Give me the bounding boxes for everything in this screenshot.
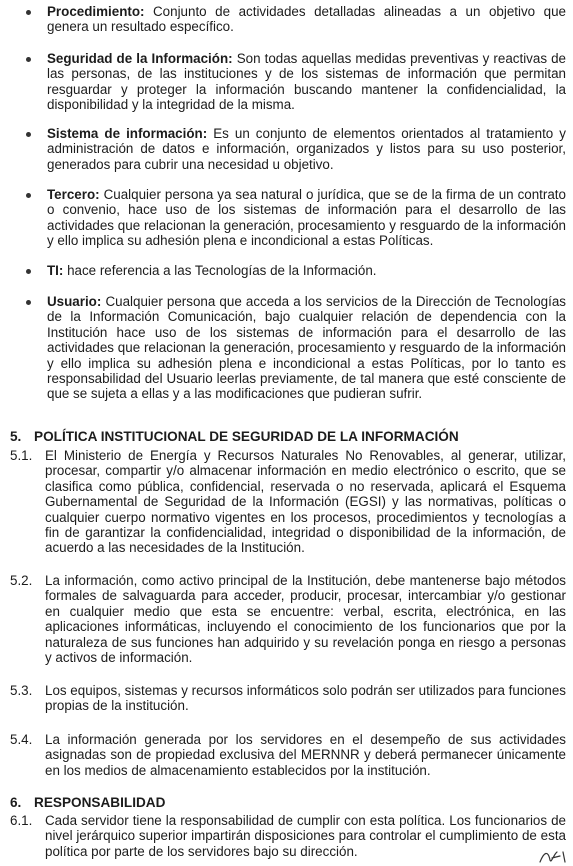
- section-5-2: [10, 573, 566, 665]
- definition-tercero: [26, 187, 566, 249]
- definition-seguridad-informacion: [26, 51, 566, 113]
- definition-term: Seguridad de la Información:: [47, 51, 233, 66]
- section-5-heading: [10, 429, 459, 444]
- definition-ti: [26, 263, 566, 278]
- definition-text: hace referencia a las Tecnologías de la Información.: [67, 263, 377, 278]
- item-text: La información generada por los servidores en el desempeño de sus actividades asignadas son de propiedad exclusiva del MERNNR y deberá permanecer únicamente en los medios de almacenamiento establecidos por la institución.: [45, 732, 566, 778]
- definition-text: Conjunto de actividades detalladas alineadas a un objetivo que genera un resultado específico.: [47, 4, 566, 35]
- item-text: Cada servidor tiene la responsabilidad de cumplir con esta política. Los funcionarios de nivel jerárquico superior impartirán disposiciones para controlar el cumplimiento de esta política por parte de los servidores bajo su dirección.: [45, 813, 566, 859]
- definition-term: Tercero:: [47, 187, 100, 202]
- section-number: 6.: [10, 795, 22, 810]
- item-number: 6.1.: [10, 813, 33, 828]
- bullet-icon: [26, 10, 31, 15]
- bullet-icon: [26, 132, 31, 137]
- item-number: 5.4.: [10, 732, 33, 747]
- definition-term: Sistema de información:: [47, 126, 208, 141]
- definition-usuario: [26, 294, 566, 402]
- section-title: RESPONSABILIDAD: [34, 795, 166, 810]
- item-number: 5.3.: [10, 683, 33, 698]
- definition-text: Es un conjunto de elementos orientados al tratamiento y administración de datos e información, organizados y listos para su uso posterior, generados para cubrir una necesidad u objetivo.: [47, 126, 566, 172]
- definition-term: TI:: [47, 263, 64, 278]
- bullet-icon: [26, 269, 31, 274]
- item-number: 5.1.: [10, 448, 33, 463]
- item-number: 5.2.: [10, 573, 33, 588]
- definition-procedimiento: [26, 4, 566, 35]
- item-text: Los equipos, sistemas y recursos informáticos solo podrán ser utilizados para funciones propias de la institución.: [45, 683, 567, 714]
- section-5-3: [10, 683, 566, 714]
- section-6-1: [10, 813, 566, 859]
- item-text: El Ministerio de Energía y Recursos Naturales No Renovables, al generar, utilizar, procesar, compartir y/o almacenar información en medio electrónico o escrito, que se clasifica como pública, confidencial, reservada o no reservada, aplicará el Esquema Gubernamental de Seguridad de la Información (EGSI) y las normativas, políticas o cualquier cuerpo normativo vigentes en los procesos, procedimientos y tecnologías a fin de garantizar la confidencialidad, integridad o disponibilidad de la información, de acuerdo a las necesidades de la Institución.: [45, 448, 566, 556]
- bullet-icon: [26, 193, 31, 198]
- section-5-4: [10, 732, 566, 778]
- section-6-heading: [10, 795, 165, 810]
- definition-term: Usuario:: [47, 294, 102, 309]
- section-title: POLÍTICA INSTITUCIONAL DE SEGURIDAD DE LA INFORMACIÓN: [34, 429, 459, 444]
- bullet-icon: [26, 57, 31, 62]
- definition-term: Procedimiento:: [47, 4, 145, 19]
- definition-text: Cualquier persona ya sea natural o jurídica, que se de la firma de un contrato o convenio, hace uso de los sistemas de información para el desarrollo de las actividades que relacionan la generación, procesamiento y resguardo de la información y ello implica su adhesión plena e incondicional a estas Políticas.: [47, 187, 566, 249]
- item-text: La información, como activo principal de la Institución, debe mantenerse bajo métodos formales de salvaguarda para acceder, producir, procesar, intercambiar y/o gestionar en cualquier medio que esta se encuentre: verbal, escrita, electrónica, en las aplicaciones informáticas, incluyendo el conocimiento de los funcionarios que por la naturaleza de sus funciones han adquirido y su revelación ponga en riesgo a personas y activos de información.: [45, 573, 566, 666]
- definition-sistema-informacion: [26, 126, 566, 172]
- signature-mark: [538, 846, 568, 866]
- section-5-1: [10, 448, 566, 556]
- definition-text: Son todas aquellas medidas preventivas y reactivas de las personas, de las instituciones y de los sistemas de información que permitan resguardar y proteger la información buscando mantener la confidencialidad, la disponibilidad y la integridad de la misma.: [47, 51, 566, 113]
- section-number: 5.: [10, 429, 22, 444]
- bullet-icon: [26, 300, 31, 305]
- definition-text: Cualquier persona que acceda a los servicios de la Dirección de Tecnologías de la Información Comunicación, bajo cualquier relación de dependencia con la Institución hace uso de los sistemas de información para el desarrollo de las actividades que relacionan la generación, procesamiento y resguardo de la información y ello implica su adhesión plena e incondicional a estas Políticas, por lo tanto es responsabilidad del Usuario leerlas previamente, de tal manera que esté consciente de que se sujeta a ellas y a las modificaciones que pudieran sufrir.: [47, 294, 566, 402]
